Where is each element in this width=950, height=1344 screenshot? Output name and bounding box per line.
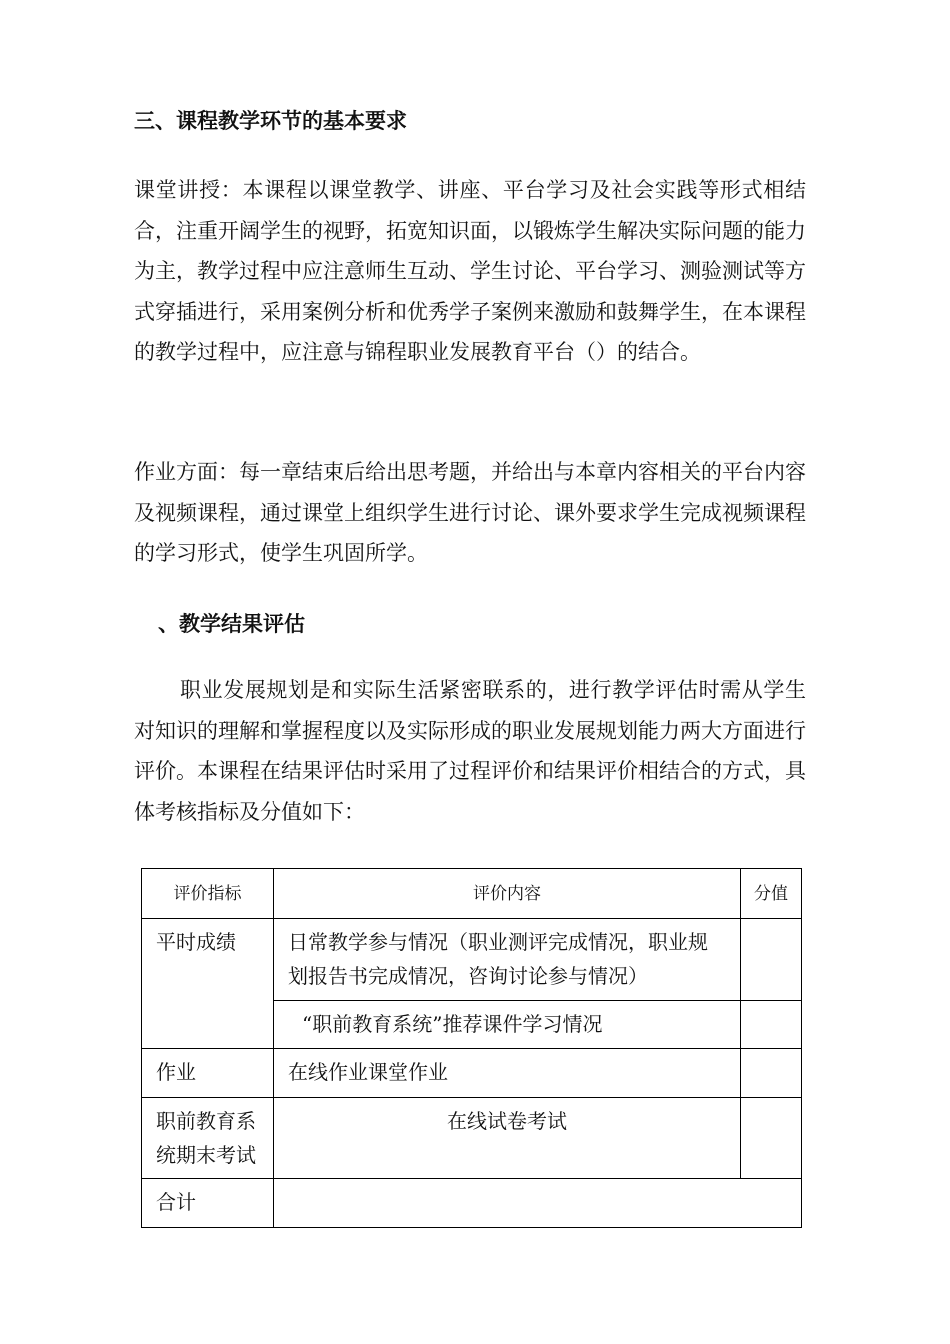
content-cell: 日常教学参与情况（职业测评完成情况，职业规划报告书完成情况，咨询讨论参与情况） (274, 919, 741, 1001)
header-score: 分值 (741, 869, 802, 919)
content-cell: 在线作业课堂作业 (274, 1049, 741, 1098)
score-cell (741, 1098, 802, 1179)
table-header-row (142, 869, 802, 919)
header-content: 评价内容 (274, 869, 741, 919)
lecture-paragraph: 课堂讲授：本课程以课堂教学、讲座、平台学习及社会实践等形式相结合，注重开阔学生的视野，拓宽知识面，以锻炼学生解决实际问题的能力为主，教学过程中应注意师生互动、学生讨论、平台学习、测验测试等方式穿插进行，采用案例分析和优秀学子案例来激励和鼓舞学生，在本课程的教学过程中，应注意与锦程职业发展教育平台（）的结合。 (134, 178, 806, 364)
homework-paragraph: 作业方面：每一章结束后给出思考题，并给出与本章内容相关的平台内容及视频课程，通过课堂上组织学生进行讨论、课外要求学生完成视频课程的学习形式，使学生巩固所学。 (134, 460, 806, 565)
score-cell (741, 1049, 802, 1098)
evaluation-intro-paragraph: 职业发展规划是和实际生活紧密联系的，进行教学评估时需从学生对知识的理解和掌握程度以及实际形成的职业发展规划能力两大方面进行评价。本课程在结果评估时采用了过程评价和结果评价相结合的方式，具体考核指标及分值如下： (134, 678, 806, 824)
section-heading: 三、课程教学环节的基本要求 (134, 109, 407, 133)
table-row (142, 1179, 802, 1228)
indicator-cell: 作业 (142, 1049, 274, 1098)
indicator-cell: 平时成绩 (142, 919, 274, 1049)
content-cell: 在线试卷考试 (274, 1098, 741, 1179)
indicator-cell: 职前教育系统期末考试 (142, 1098, 274, 1179)
indicator-cell: 合计 (142, 1179, 274, 1228)
table-row (142, 1098, 802, 1179)
table-row (142, 919, 802, 1001)
section-heading: 、教学结果评估 (158, 612, 305, 636)
score-cell (741, 919, 802, 1001)
header-indicator: 评价指标 (142, 869, 274, 919)
score-cell (741, 1001, 802, 1049)
total-cell (274, 1179, 802, 1228)
table-row (142, 1049, 802, 1098)
content-cell: “职前教育系统”推荐课件学习情况 (274, 1001, 741, 1049)
evaluation-table (141, 868, 802, 1228)
